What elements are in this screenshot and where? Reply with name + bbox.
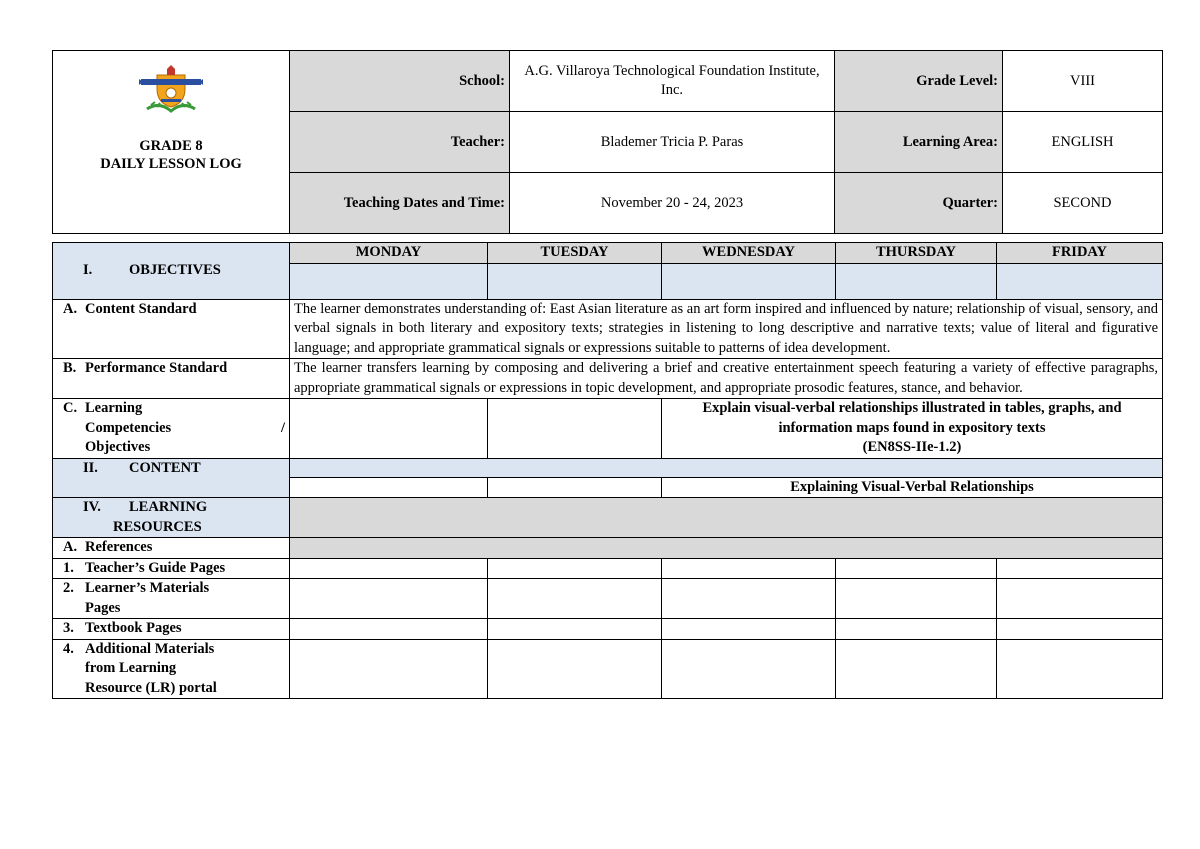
- teaching-dates-value: November 20 - 24, 2023: [510, 173, 835, 234]
- additional-materials-number: 4.: [63, 640, 74, 657]
- learning-area-value: ENGLISH: [1003, 112, 1163, 173]
- content-standard-number: A.: [63, 300, 78, 317]
- learners-materials-label: [53, 579, 290, 619]
- references-number: A.: [63, 539, 78, 555]
- teacher-label: Teacher:: [290, 112, 510, 173]
- additional-materials-monday: [290, 639, 488, 699]
- objectives-thursday-cell: [836, 263, 997, 299]
- competencies-label: [53, 399, 290, 459]
- school-seal-icon: [139, 65, 203, 119]
- teachers-guide-tuesday: [488, 558, 662, 579]
- additional-materials-tuesday: [488, 639, 662, 699]
- learning-area-label: Learning Area:: [835, 112, 1003, 173]
- teachers-guide-number: 1.: [63, 559, 74, 576]
- school-label: School:: [290, 51, 510, 112]
- objectives-heading: [53, 243, 290, 300]
- performance-standard-text: The learner transfers learning by composing and delivering a brief and creative entertainment speech featuring a variety of effective paragraphs, appropriate grammatical signals or expressions in topic development, and appropriate prosodic features, stance, and behavior.: [290, 359, 1163, 399]
- school-value: A.G. Villaroya Technological Foundation Institute, Inc.: [510, 51, 835, 112]
- learners-materials-number: 2.: [63, 580, 74, 596]
- learners-materials-monday: [290, 579, 488, 619]
- lesson-table: [52, 242, 1163, 699]
- performance-standard-label: [53, 359, 290, 399]
- day-header-friday: FRIDAY: [997, 243, 1163, 264]
- grade-level-value: VIII: [1003, 51, 1163, 112]
- additional-materials-wednesday: [662, 639, 836, 699]
- textbook-pages-label: [53, 619, 290, 640]
- quarter-label: Quarter:: [835, 173, 1003, 234]
- learners-materials-thursday: [836, 579, 997, 619]
- objectives-number: I.: [83, 262, 93, 278]
- additional-materials-label: [53, 639, 290, 699]
- content-monday-cell: [290, 477, 488, 498]
- additional-materials-line2: from Learning: [85, 660, 177, 676]
- resources-number: IV.: [83, 499, 101, 515]
- content-label: CONTENT: [129, 459, 201, 476]
- competencies-monday-cell: [290, 399, 488, 459]
- resources-gray-row: [290, 498, 1163, 538]
- competencies-tuesday-cell: [488, 399, 662, 459]
- competencies-statement: Explain visual-verbal relationships illustrated in tables, graphs, and information maps found in expository texts: [702, 400, 1122, 436]
- textbook-pages-wednesday: [662, 619, 836, 640]
- objectives-label: OBJECTIVES: [129, 262, 221, 278]
- competencies-line1: Learning: [85, 400, 143, 416]
- learners-materials-friday: [997, 579, 1163, 619]
- performance-standard-number: B.: [63, 360, 77, 376]
- teaching-dates-label: Teaching Dates and Time:: [290, 173, 510, 234]
- competencies-line2: Competencies: [85, 419, 172, 436]
- textbook-pages-thursday: [836, 619, 997, 640]
- learners-materials-tuesday: [488, 579, 662, 619]
- log-title-name: DAILY LESSON LOG: [100, 156, 242, 172]
- objectives-wednesday-cell: [662, 263, 836, 299]
- teachers-guide-text: Teacher’s Guide Pages: [85, 559, 226, 576]
- competencies-number: C.: [63, 400, 78, 416]
- resources-heading: [53, 498, 290, 538]
- day-header-thursday: THURSDAY: [836, 243, 997, 264]
- textbook-pages-monday: [290, 619, 488, 640]
- logo-cell: [53, 51, 290, 234]
- teachers-guide-wednesday: [662, 558, 836, 579]
- references-label: [53, 538, 290, 559]
- textbook-pages-text: Textbook Pages: [85, 620, 182, 636]
- teachers-guide-label: [53, 558, 290, 579]
- objectives-friday-cell: [997, 263, 1163, 299]
- log-title: [57, 137, 285, 173]
- teacher-value: Blademer Tricia P. Paras: [510, 112, 835, 173]
- content-standard-text: The learner demonstrates understanding of: East Asian literature as an art form inspired and influenced by nature; relationship of visual, sensory, and verbal signals in both literary and expository texts; strategies in listening to long descriptive and narrative texts; value of literal and figurative language; and appropriate grammatical signals or expressions suitable to patterns of idea development.: [290, 299, 1163, 359]
- references-gray-row: [290, 538, 1163, 559]
- additional-materials-line1: Additional Materials: [85, 640, 215, 657]
- log-title-grade: GRADE 8: [139, 138, 203, 154]
- learners-materials-line1: Learner’s Materials: [85, 580, 210, 596]
- content-standard-label: [53, 299, 290, 359]
- teachers-guide-monday: [290, 558, 488, 579]
- content-standard-text-label: Content Standard: [85, 300, 197, 317]
- textbook-pages-friday: [997, 619, 1163, 640]
- additional-materials-friday: [997, 639, 1163, 699]
- learners-materials-wednesday: [662, 579, 836, 619]
- textbook-pages-number: 3.: [63, 620, 74, 636]
- additional-materials-line3: Resource (LR) portal: [85, 679, 217, 696]
- learners-materials-line2: Pages: [85, 599, 121, 616]
- additional-materials-thursday: [836, 639, 997, 699]
- competencies-text: [662, 399, 1163, 459]
- day-header-wednesday: WEDNESDAY: [662, 243, 836, 264]
- textbook-pages-tuesday: [488, 619, 662, 640]
- resources-label-line1: LEARNING: [129, 499, 208, 515]
- content-topic: Explaining Visual-Verbal Relationships: [662, 477, 1163, 498]
- resources-label-line2: RESOURCES: [113, 518, 202, 535]
- content-heading: [53, 458, 290, 498]
- day-header-monday: MONDAY: [290, 243, 488, 264]
- day-header-tuesday: TUESDAY: [488, 243, 662, 264]
- content-blue-row: [290, 458, 1163, 477]
- references-text-label: References: [85, 539, 153, 555]
- performance-standard-text-label: Performance Standard: [85, 360, 228, 376]
- competencies-slash: /: [280, 419, 285, 436]
- teachers-guide-friday: [997, 558, 1163, 579]
- objectives-tuesday-cell: [488, 263, 662, 299]
- teachers-guide-thursday: [836, 558, 997, 579]
- quarter-value: SECOND: [1003, 173, 1163, 234]
- content-number: II.: [83, 459, 98, 476]
- grade-level-label: Grade Level:: [835, 51, 1003, 112]
- competencies-code: (EN8SS-IIe-1.2): [862, 439, 962, 455]
- header-table: [52, 50, 1163, 234]
- objectives-monday-cell: [290, 263, 488, 299]
- competencies-line3: Objectives: [85, 439, 151, 455]
- content-tuesday-cell: [488, 477, 662, 498]
